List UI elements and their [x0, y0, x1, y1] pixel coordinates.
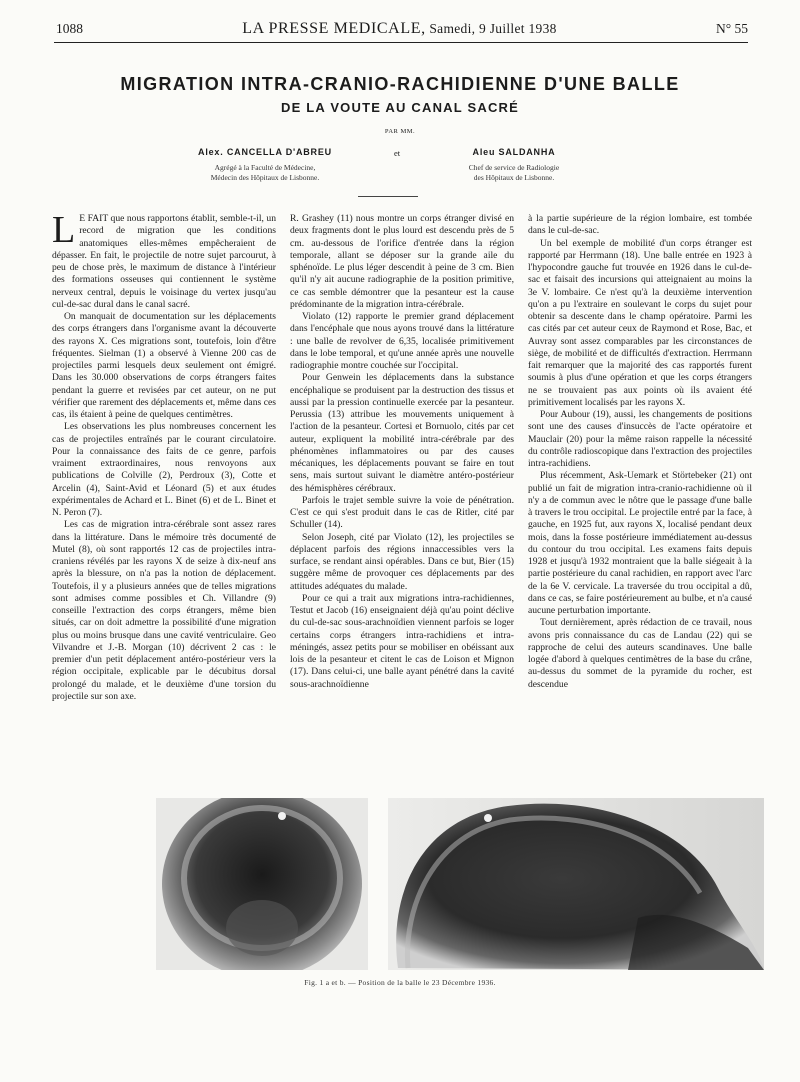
column-3: [528, 213, 752, 803]
xray-frontal-image: [156, 798, 368, 970]
paragraph: à la partie supérieure de la région lombaire, est tombée dans le cul-de-sac.: [528, 213, 752, 237]
byline-et: et: [394, 148, 401, 158]
paragraph: Les cas de migration intra-cérébrale sont assez rares dans la littérature. Dans le mémoire très documenté de Mutel (8), où sont rapportés 12 cas de projectiles intra-craniens révélés par les rayons X de seize à dix-neuf ans après la blessure, on n'a pas la notion de déplacement. Toutefois, il y a plusieurs années que de telles migrations sont admises comme possibles et Ch. Villandre (9) conseille l'extraction des corps étrangers, même bien situés, car on doit admettre la possibilité d'une migration plus ou moins brusque dans une cavité ventriculaire. Geo Vilvandre et J.-B. Morgan (10) décrivent 2 cas : le premier d'un petit déplacement antéro-postérieur vers la région occipitale, explicable par le décubitus dorsal prolongé du malade, et le deuxième d'une torsion du projectile sur son axe.: [52, 519, 276, 702]
paragraph: L E FAIT que nous rapportons établit, semble-t-il, un record de migration que les conditions anatomiques elles-mêmes empêcheraient de dépasser. En fait, le projectile de notre sujet parcourut, à peu de chose près, le maximum de distance à l'intérieur des formations osseuses qui contiennent le système nerveux central, depuis le voisinage du vertex jusqu'au cul-de-sac dural dans le canal sacré.: [52, 213, 276, 310]
paragraph: On manquait de documentation sur les déplacements des corps étrangers dans l'organisme avant la découverte des rayons X. Ces migrations sont, toutefois, loin d'être fréquentes. Sielman (1) a observé à Vienne 200 cas de projectiles parmi lesquels deux seulement ont émigré. Dans les 30.000 observations de corps étrangers faites pendant la guerre et revisées par cet auteur, on ne put vérifier que rarement des déplacements et, même dans ces cas, ils étaient à peine de quelques centimètres.: [52, 311, 276, 420]
byline-par: PAR MM.: [384, 128, 416, 135]
publication-name: LA PRESSE MEDICALE,: [242, 20, 426, 37]
paragraph: Plus récemment, Ask-Uemark et Störtebeker (21) ont publié un fait de migration intra-cranio-rachidienne où il n'y a de commun avec le nôtre que le passage d'une balle à travers le trou occipital. Le projectile entré par la face, à gauche, en 1925 fut, aux rayons X, localisé pendant deux mois, dans la fosse postérieure immédiatement au-dessus du contour du trou occipital. Les examens faits depuis 1928 et jusqu'à 1932 montraient que la balle siégeait à la partie postérieure du canal rachidien, en rapport avec l'arc de la 6e V. cervicale. La traversée du trou occipital a dû, dans ce cas, se faire postérieurement au bulbe, et n'a causé aucune perturbation importante.: [528, 470, 752, 616]
paragraph: Pour ce qui a trait aux migrations intra-rachidiennes, Testut et Jacob (16) enseignaient déjà qu'au point déclive du cul-de-sac sous-arachnoïdien viennent parfois se loger certains corps étrangers intra-rachidiens et intra-méningés, assez petits pour se mobiliser en obéissant aux lois de la pesanteur et citent le cas de Loison et Mignon (17). Dans celui-ci, une balle ayant pénétré dans la cavité sous-arachnoïdienne: [290, 592, 514, 690]
issue-date: Samedi, 9 Juillet 1938: [429, 21, 557, 36]
paragraph: Les observations les plus nombreuses concernent les cas de projectiles entraînés par le courant circulatoire. Pour la connaissance des faits de ce genre, parfois vraiment extraordinaires, nous renvoyons aux publications de Colville (2), Perdroux (3), Cotte et Arcelin (4), Saint-Avid et Léonard (5) et aux études expérimentales de Achard et L. Binet (6) et de L. Binet et N. Peron (7).: [52, 421, 276, 518]
xray-figure: [156, 798, 764, 970]
article-subtitle: DE LA VOUTE AU CANAL SACRÉ: [280, 100, 519, 115]
figure-caption: Fig. 1 a et b. — Position de la balle le 23 Décembre 1936.: [304, 978, 496, 987]
paragraph: Parfois le trajet semble suivre la voie de pénétration. C'est ce qui s'est produit dans le cas de Ritler, cité par Schuller (14).: [290, 494, 514, 531]
article-body: [52, 213, 752, 803]
xray-frontal-svg: [156, 798, 368, 970]
bullet-marker: [278, 812, 286, 820]
header-rule: [54, 42, 748, 43]
paragraph: Selon Joseph, cité par Violato (12), les projectiles se déplacent parfois des régions innaccessibles vers la surface, se rendant ainsi opérables. Dans ce but, Bier (15) suggère même de provoquer ces déplacements par des attitudes adéquates du malade.: [290, 531, 514, 592]
author-name: Alex. CANCELLA D'ABREU: [198, 147, 332, 157]
article-title: MIGRATION INTRA-CRANIO-RACHIDIENNE D'UNE BALLE: [120, 74, 680, 94]
bullet-marker: [484, 814, 492, 822]
column-2: [290, 213, 514, 803]
author-block-1: [140, 147, 390, 182]
author-block-2: [414, 147, 614, 182]
paragraph: Tout dernièrement, après rédaction de ce travail, nous avons pris connaissance du cas de Landau (22) qui se rapproche de celui des auteurs scandinaves. Une balle logée d'abord à quelques centimètres de la base du crâne, au-dessus du sommet de la pyramide du rocher, est descendue: [528, 617, 752, 690]
author-affiliation: Chef de service de Radiologie des Hôpitaux de Lisbonne.: [468, 163, 560, 182]
paragraph: Violato (12) rapporte le premier grand déplacement dans l'encéphale que nous ayons trouvé dans la littérature : une balle de revolver de 6,35, localisée primitivement dans le lobe temporal, et qu'une année après une nouvelle radiographie montre couchée sur l'occipital.: [290, 311, 514, 371]
xray-lateral-svg: [388, 798, 764, 970]
paragraph: Pour Aubour (19), aussi, les changements de positions sont une des causes d'insuccès de l'acte opératoire et Mauclair (20) pour la même raison rappelle la nécessité du contrôle radioscopique dans l'extraction des projectiles intra-rachidiens.: [528, 409, 752, 469]
author-affiliation: Agrégé à la Faculté de Médecine, Médecin des Hôpitaux de Lisbonne.: [210, 163, 320, 182]
paragraph: R. Grashey (11) nous montre un corps étranger divisé en deux fragments dont le plus lourd est descendu près de 5 cm. au-dessous de l'orifice d'entrée dans la région temporale, allant se déposer sur la grande aile du sphénoïde. Le plus léger descendit à peine de 3 cm. Bien qu'il n'y ait aucune radiographie de la position primitive, ce cas semble démontrer que la pesanteur est la cause prédominante de la migration intra-cérébrale.: [290, 213, 514, 310]
xray-lateral-image: [388, 798, 764, 970]
paragraph: Pour Genwein les déplacements dans la substance encéphalique se produisent par la destruction des tissus et aussi par la pression continuelle exercée par la pesanteur. Perussia (13) attribue les mouvements uniquement à l'action de la pesanteur. Cortesi et Bornuolo, cités par cet auteur, expliquent la mobilité intra-cérébrale par des phénomènes inflammatoires ou par des causes mécaniques, les déplacements pouvant se faire en tout sens, mais surtout suivant le diamètre antéro-postérieur des hémisphères cérébraux.: [290, 372, 514, 494]
paragraph: Un bel exemple de mobilité d'un corps étranger est rapporté par Herrmann (18). Une balle entrée en 1923 à l'hypocondre gauche fut trouvée en 1926 dans le cul-de-sac et faisait des incursions qui atteignaient au moins la 3e V. lombaire. Ce n'est qu'à la deuxième intervention qu'on a pu l'extraire en soulevant le corps du sujet pour obtenir sa descente dans le champ opératoire. Parmi les cas cités par cet auteur ceux de Raymond et Rose, Bac, et Auvray sont assez comparables par les circonstances de siège, de mobilité et de difficultés d'extraction. Herrmann fait remarquer que la majorité des cas rapportés furent soumis à plus d'une opération et que les corps étrangers ne se trouvaient pas aux points où ils avaient été primitivement localisés par les rayons X.: [528, 237, 752, 408]
running-head: [56, 20, 748, 40]
title-separator: [358, 196, 418, 197]
column-1: [52, 213, 276, 803]
issue-number: N° 55: [715, 21, 748, 36]
drop-cap: L: [52, 213, 76, 251]
author-name: Aleu SALDANHA: [472, 147, 556, 157]
page-number: 1088: [56, 21, 83, 36]
